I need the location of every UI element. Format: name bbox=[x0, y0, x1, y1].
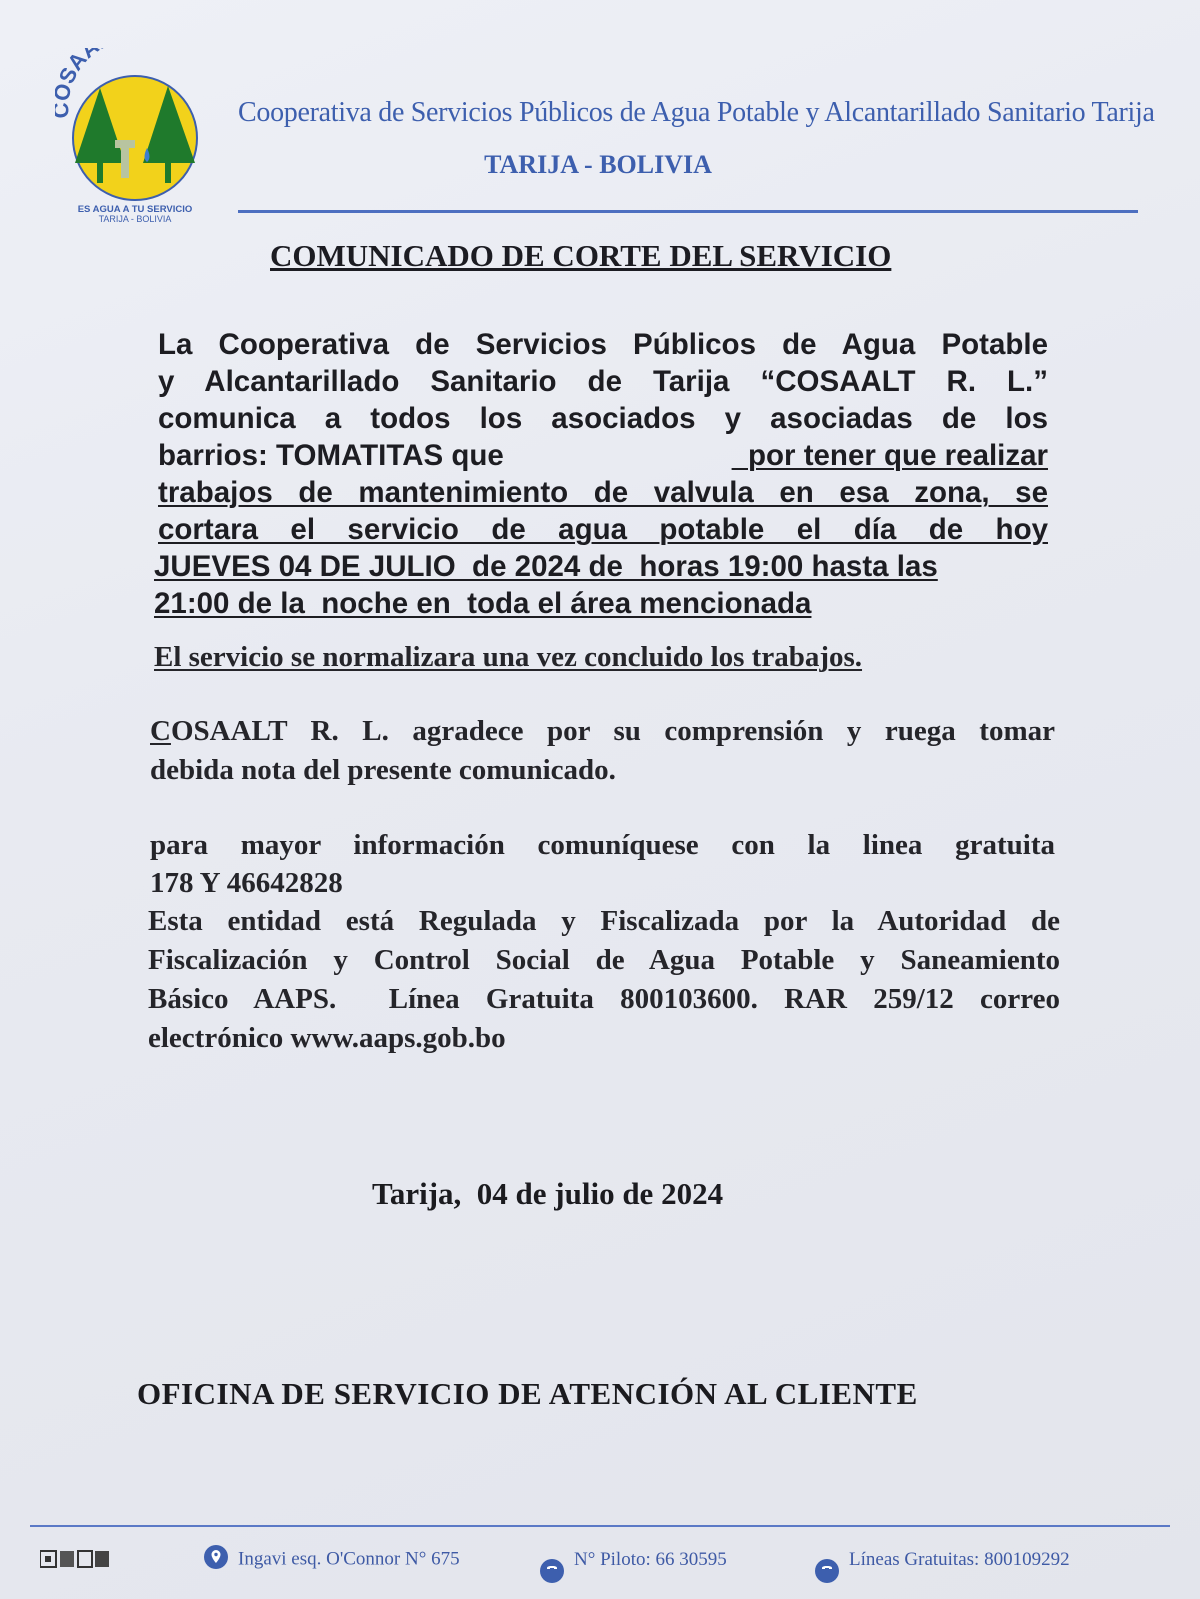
info-line-5: Básico AAPS. Línea Gratuita 800103600. RAR 259/12 correo bbox=[148, 983, 1060, 1015]
footer-free-lines-text: Líneas Gratuitas: 800109292 bbox=[849, 1549, 1070, 1571]
footer-divider bbox=[30, 1525, 1170, 1527]
logo-tagline-2: TARIJA - BOLIVIA bbox=[98, 214, 172, 224]
issue-date: Tarija, 04 de julio de 2024 bbox=[372, 1176, 724, 1211]
notice-line-4-underlined: por tener que realizar bbox=[731, 439, 1048, 472]
info-line-3: Esta entidad está Regulada y Fiscalizada por la Autoridad de bbox=[148, 905, 1060, 937]
notice-line-5: trabajos de mantenimiento de valvula en esa zona, se bbox=[158, 476, 1048, 509]
info-line-1: para mayor información comuníquese con la linea gratuita bbox=[150, 829, 1055, 861]
notice-line-3: comunica a todos los asociados y asociadas de los bbox=[158, 402, 1048, 435]
notice-line-6: cortara el servicio de agua potable el día de hoy bbox=[158, 513, 1048, 546]
info-line-2: 178 Y 46642828 bbox=[150, 867, 343, 899]
thanks-line-1 bbox=[150, 712, 1055, 750]
info-line-4: Fiscalización y Control Social de Agua Potable y Saneamiento bbox=[148, 944, 1060, 976]
thanks-line-1-rest: OSAALT R. L. agradece por su comprensión y ruega tomar bbox=[170, 715, 1055, 747]
logo-ring-text: SAA bbox=[55, 48, 104, 88]
cosaalt-logo bbox=[55, 48, 215, 226]
notice-line-4-plain: barrios: TOMATITAS que bbox=[158, 439, 504, 472]
social-icons-strip bbox=[40, 1550, 110, 1568]
notice-line-1: La Cooperativa de Servicios Públicos de Agua Potable bbox=[158, 328, 1048, 361]
notice-line-7: JUEVES 04 DE JULIO de 2024 de horas 19:00 hasta las bbox=[154, 550, 938, 583]
header-divider bbox=[238, 210, 1138, 213]
notice-line-4 bbox=[158, 437, 1048, 474]
organization-location: TARIJA - BOLIVIA bbox=[484, 150, 712, 179]
office-signature: OFICINA DE SERVICIO DE ATENCIÓN AL CLIENTE bbox=[137, 1376, 918, 1411]
footer-pilot-text: N° Piloto: 66 30595 bbox=[574, 1549, 727, 1571]
notice-title: COMUNICADO DE CORTE DEL SERVICIO bbox=[270, 238, 892, 273]
organization-name: Cooperativa de Servicios Públicos de Agua Potable y Alcantarillado Sanitario Tarija bbox=[238, 97, 1155, 128]
phone-icon bbox=[540, 1559, 564, 1589]
thanks-line-2: debida nota del presente comunicado. bbox=[150, 754, 616, 786]
footer-address-text: Ingavi esq. O'Connor N° 675 bbox=[238, 1548, 460, 1570]
location-pin-icon bbox=[204, 1545, 228, 1575]
notice-line-2: y Alcantarillado Sanitario de Tarija “COSAALT R. L.” bbox=[158, 365, 1048, 398]
notice-line-8: 21:00 de la noche en toda el área mencionada bbox=[154, 587, 812, 620]
info-line-6: electrónico www.aaps.gob.bo bbox=[148, 1022, 506, 1054]
footer-free-lines bbox=[815, 1545, 1070, 1589]
footer-address bbox=[204, 1545, 460, 1575]
phone-icon bbox=[815, 1559, 839, 1589]
thanks-first-letter: C bbox=[150, 715, 171, 747]
social-icons-icon bbox=[40, 1550, 110, 1568]
footer-pilot bbox=[540, 1545, 727, 1589]
logo-tagline-1: ES AGUA A TU SERVICIO bbox=[77, 204, 193, 215]
logo-emblem-icon bbox=[55, 48, 215, 226]
service-normalize-note: El servicio se normalizara una vez concluido los trabajos. bbox=[154, 641, 863, 673]
